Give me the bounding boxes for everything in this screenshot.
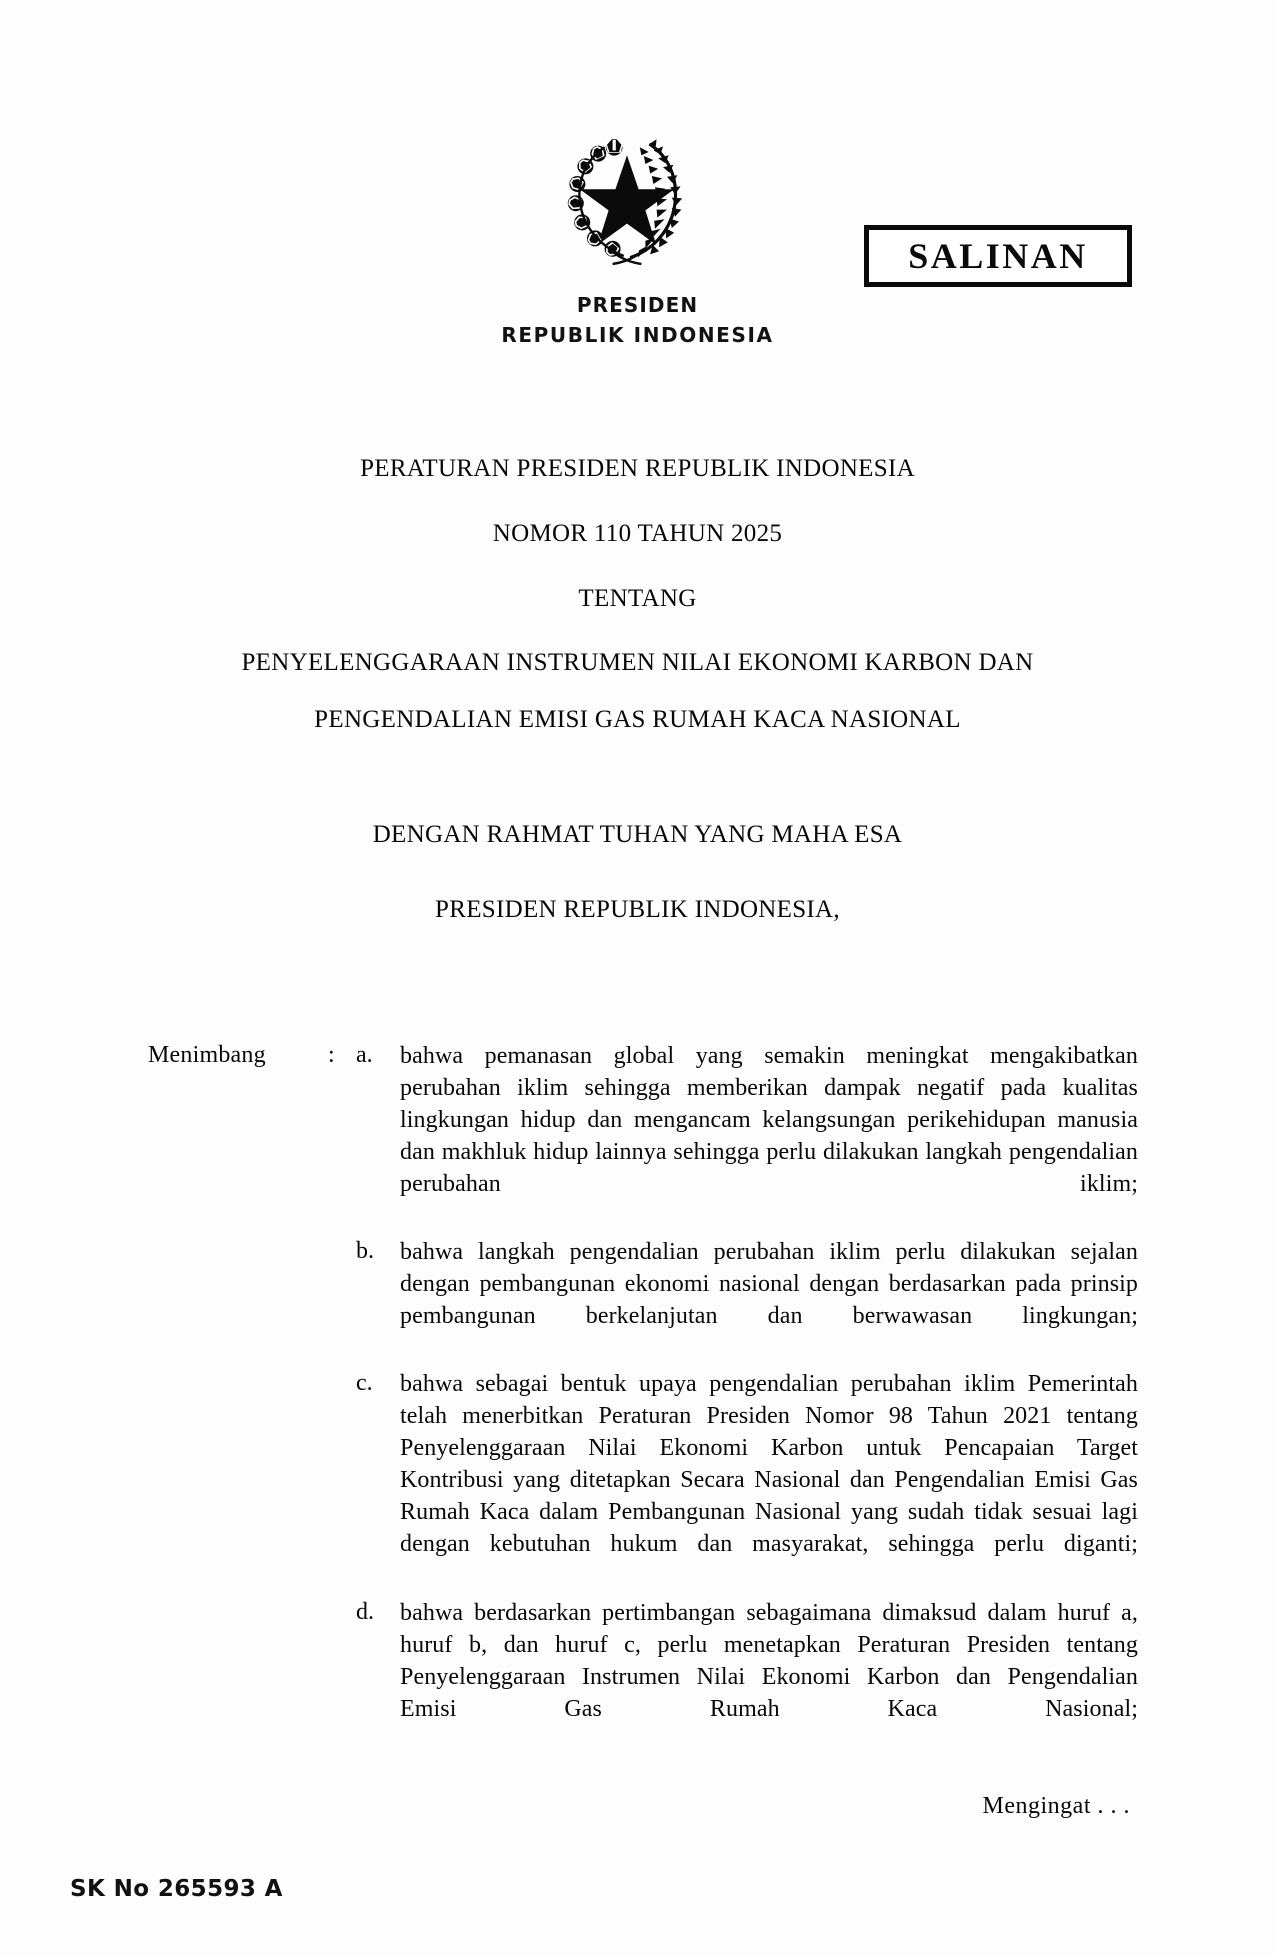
considering-items [356,1040,1138,1761]
item-letter: a. [356,1042,373,1068]
title-number-year: NOMOR 110 TAHUN 2025 [492,519,783,547]
item-text: bahwa berdasarkan pertimbangan sebagaimana dimaksud dalam huruf a, huruf b, dan huruf c, perlu menetapkan Peraturan Presiden tentang Penyelenggaraan Instrumen Nilai Ekonomi Karbon dan Pengendalian Emisi Gas Rumah Kaca Nasional; [400,1599,1138,1722]
item-letter: d. [356,1598,374,1625]
title-regulation-type: PERATURAN PRESIDEN REPUBLIK INDONESIA [360,455,915,482]
item-text: bahwa langkah pengendalian perubahan iklim perlu dilakukan sejalan dengan pembangunan ekonomi nasional dengan berdasarkan pada prinsip pembangunan berkelanjutan dan berwawasan lingkungan; [400,1239,1138,1330]
salinan-stamp [864,225,1132,287]
considering-item-b [356,1236,1138,1364]
item-text: bahwa pemanasan global yang semakin meningkat mengakibatkan perubahan iklim sehingga memberikan dampak negatif pada kualitas lingkungan hidup dan mengancam kelangsungan perikehidupan manusia dan makhluk hidup lainnya sehingga perlu dilakukan langkah pengendalian perubahan iklim; [400,1043,1138,1198]
title-tentang: TENTANG [578,584,697,612]
institution-line-presiden: PRESIDEN [576,293,699,317]
title-subject-line2: PENGENDALIAN EMISI GAS RUMAH KACA NASIONAL [314,706,961,733]
document-header [0,112,1275,362]
considering-colon: : [328,1042,335,1068]
document-control-code: SK No 265593 A [70,1876,283,1902]
title-issuer: PRESIDEN REPUBLIK INDONESIA, [435,895,840,923]
institution-name [0,290,1275,350]
item-text: bahwa sebagai bentuk upaya pengendalian perubahan iklim Pemerintah telah menerbitkan Peraturan Presiden Nomor 98 Tahun 2021 tentang Penyelenggaraan Nilai Ekonomi Karbon untuk Pencapaian Target Kontribusi yang ditetapkan Secara Nasional dan Pengendalian Emisi Gas Rumah Kaca dalam Pembangunan Nasional yang sudah tidak sesuai lagi dengan kebutuhan hukum dan masyarakat, sehingga perlu diganti; [400,1371,1138,1558]
item-letter: c. [356,1370,373,1397]
considering-item-d [356,1597,1138,1757]
page-continuation-note: Mengingat . . . [982,1793,1130,1819]
considering-label: Menimbang [148,1042,266,1068]
item-letter: b. [356,1238,374,1265]
title-subject-line1: PENYELENGGARAAN INSTRUMEN NILAI EKONOMI KARBON DAN [241,649,1034,677]
document-title-block [0,455,1275,924]
considering-item-c [356,1368,1138,1592]
considering-item-a [356,1040,1138,1232]
considering-section [0,1040,1275,1761]
salinan-stamp-label: SALINAN [908,236,1088,276]
title-invocation: DENGAN RAHMAT TUHAN YANG MAHA ESA [372,820,903,848]
garuda-star-wreath-emblem-icon [547,120,707,280]
institution-line-republik-indonesia: REPUBLIK INDONESIA [501,323,774,347]
